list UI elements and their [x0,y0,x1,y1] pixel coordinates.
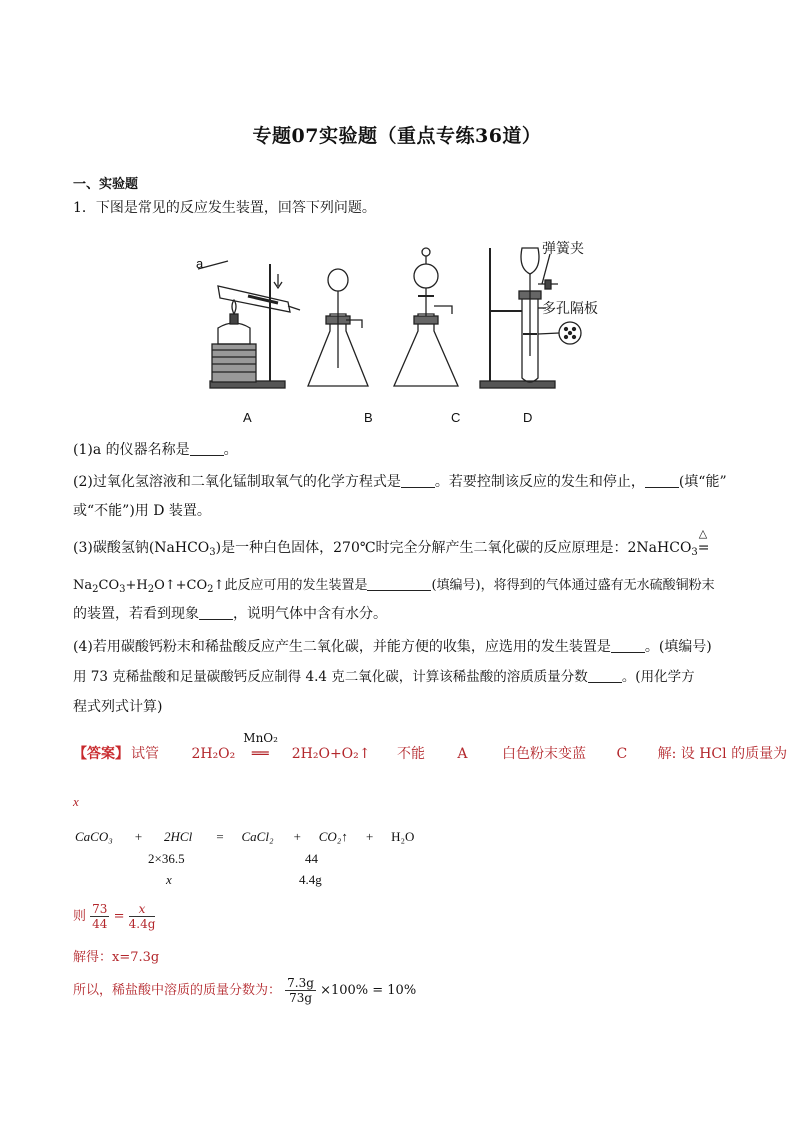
question-4-cont: 用 73 克稀盐酸和足量碳酸钙反应制得 4.4 克二氧化碳，计算该稀盐酸的溶质质量分数 。(用化学方 [73,669,695,685]
apparatus-label-d: D [523,410,533,425]
answer-tag: 【答案】 [73,746,129,762]
apparatus-drawing [190,236,620,431]
question-2: (2)过氧化氢溶液和二氧化锰制取氧气的化学方程式是 。若要控制该反应的发生和停止， (填“能” [73,474,727,490]
question-4: (4)若用碳酸钙粉末和稀盐酸反应产生二氧化碳，并能方便的收集，应选用的发生装置是 。(填编号) [73,639,712,655]
answer-line: 【答案】 试管 2H₂O₂ MnO₂ ══ 2H₂O+O₂↑ 不能 A 白色粉末变蓝 C 解: 设 HCl 的质量为 [73,731,788,762]
final-answer: 所以，稀盐酸中溶质的质量分数为： $\frac{7.3g}{73g}$ ×100% = 10% [73,976,417,1005]
answer-x: x [73,794,79,809]
question-intro: 1．下图是常见的反应发生装置，回答下列问题。 [73,200,376,216]
flask-c [394,314,458,386]
label-a: a [196,256,204,271]
apparatus-label-b: B [364,410,373,425]
question-3: (3)碳酸氢钠(NaHCO$_3$)是一种白色固体，270℃时完全分解产生二氧化碳的反应原理是：2NaHCO$_3$ △ = [73,527,710,558]
question-3-cont: $Na_2CO_3+H_2O↑+CO_2↑$此反应可用的发生装置是 (填编号)，将得到的气体通过盛有无水硫酸铜粉末 [73,578,715,595]
apparatus-figure [190,236,620,435]
funnel-b [328,269,348,291]
section-heading: 一、实验题 [73,177,139,192]
question-4-end: 程式列式计算) [73,699,163,715]
var-co2: 4.4g [299,872,322,887]
mass-hcl: 2×36.5 [148,851,185,866]
alcohol-lamp [218,323,250,344]
stand-base-d [480,381,555,388]
mass-co2: 44 [305,851,318,866]
question-1: (1)a 的仪器名称是 。 [73,442,238,458]
apparatus-label-c: C [451,410,461,425]
apparatus-label-a: A [243,410,252,425]
page-title: 专题07实验题（重点专练36道） [252,125,542,147]
funnel-d [521,248,539,274]
var-hcl: x [166,872,172,887]
question-3-end: 的装置，若看到现象 ，说明气体中含有水分。 [73,606,387,622]
separatory-funnel-c [414,264,438,288]
label-porous-plate: 多孔隔板 [542,300,598,316]
question-2-cont: 或“不能”)用 D 装置。 [73,503,211,519]
spring-clip [545,280,551,289]
ratio-equation: 则 $\frac{73}{44}$ = $\frac{x}{4.4g}$ [73,902,156,931]
equation-row: CaCO₃ + 2HCl = CaCl₂ + CO₂↑ + H₂O [75,829,415,844]
test-tube-a [218,286,290,312]
label-spring-clip: 弹簧夹 [542,240,584,256]
solve-line: 解得：x=7.3g [73,950,160,965]
